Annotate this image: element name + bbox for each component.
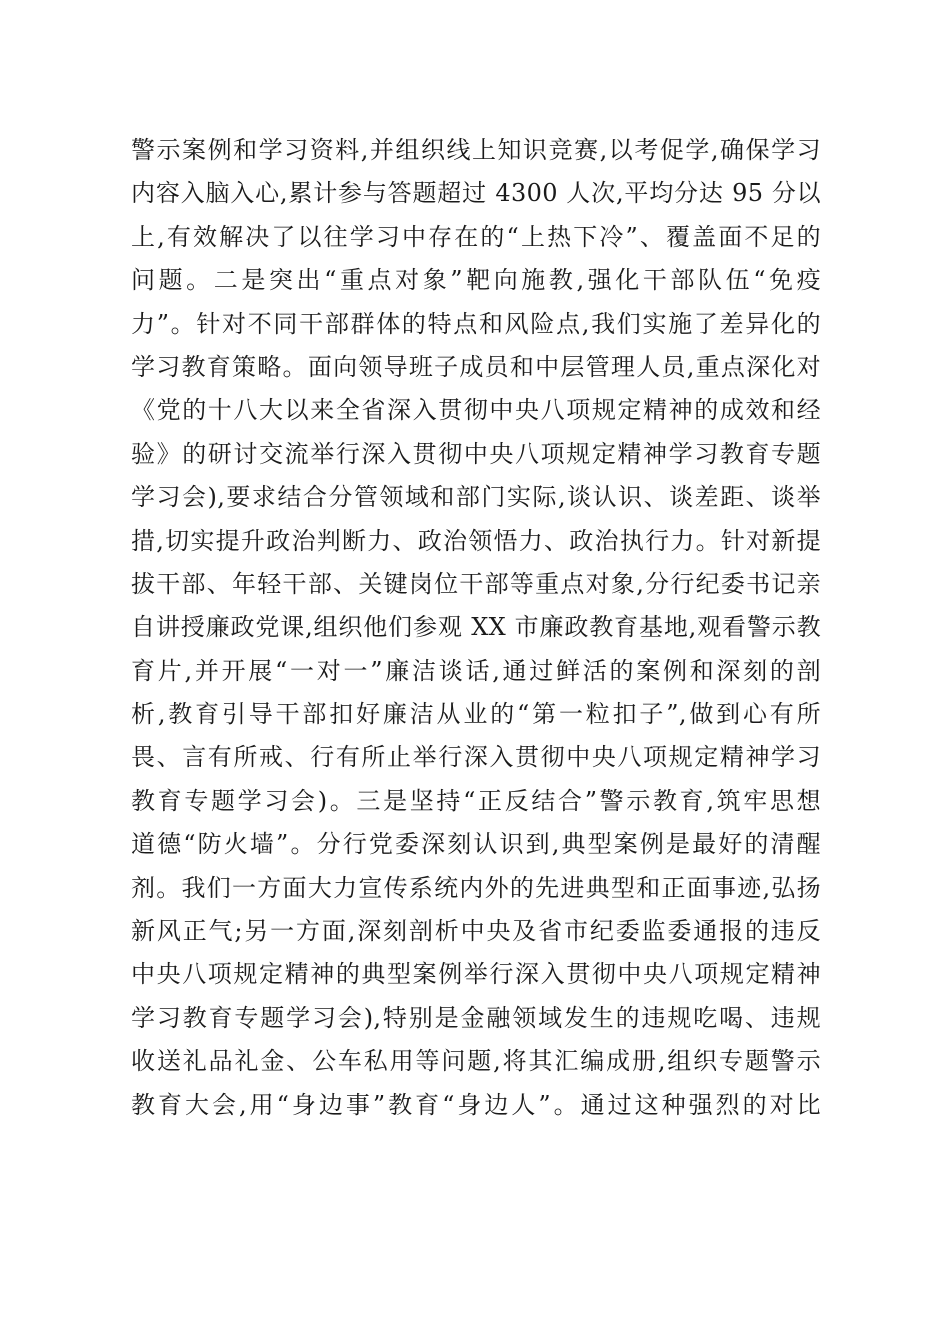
text-line: 内容入脑入心,累计参与答题超过 4300 人次,平均分达 95 分以 xyxy=(131,179,821,208)
text-line: 力”。针对不同干部群体的特点和风险点,我们实施了差异化的 xyxy=(131,309,821,338)
text-line: 教育大会,用“身边事”教育“身边人”。通过这种强烈的对比 xyxy=(131,1090,821,1119)
body-text xyxy=(131,129,821,1127)
text-line: 拔干部、年轻干部、关键岗位干部等重点对象,分行纪委书记亲 xyxy=(131,569,821,598)
text-line: 问题。二是突出“重点对象”靶向施教,强化干部队伍“免疫 xyxy=(131,266,821,295)
text-line: 学习教育策略。面向领导班子成员和中层管理人员,重点深化对 xyxy=(131,352,821,381)
text-line: 育片,并开展“一对一”廉洁谈话,通过鲜活的案例和深刻的剖 xyxy=(131,656,821,685)
text-line: 警示案例和学习资料,并组织线上知识竞赛,以考促学,确保学习 xyxy=(131,136,821,164)
text-line: 学习会),要求结合分管领域和部门实际,谈认识、谈差距、谈举 xyxy=(131,483,821,512)
text-line: 中央八项规定精神的典型案例举行深入贯彻中央八项规定精神 xyxy=(131,960,821,989)
text-line: 验》的研讨交流举行深入贯彻中央八项规定精神学习教育专题 xyxy=(131,439,821,468)
text-line: 措,切实提升政治判断力、政治领悟力、政治执行力。针对新提 xyxy=(131,526,821,555)
text-line: 学习教育专题学习会),特别是金融领域发生的违规吃喝、违规 xyxy=(131,1003,821,1032)
text-line: 剂。我们一方面大力宣传系统内外的先进典型和正面事迹,弘扬 xyxy=(131,873,821,902)
text-line: 畏、言有所戒、行有所止举行深入贯彻中央八项规定精神学习 xyxy=(131,743,821,772)
text-line: 上,有效解决了以往学习中存在的“上热下冷”、覆盖面不足的 xyxy=(131,222,821,251)
text-line: 新风正气;另一方面,深刻剖析中央及省市纪委监委通报的违反 xyxy=(131,917,821,946)
text-line: 道德“防火墙”。分行党委深刻认识到,典型案例是最好的清醒 xyxy=(131,830,821,859)
text-line: 教育专题学习会)。三是坚持“正反结合”警示教育,筑牢思想 xyxy=(131,786,821,815)
text-line: 《党的十八大以来全省深入贯彻中央八项规定精神的成效和经 xyxy=(131,396,821,425)
text-line: 收送礼品礼金、公车私用等问题,将其汇编成册,组织专题警示 xyxy=(131,1047,821,1076)
text-line: 自讲授廉政党课,组织他们参观 XX 市廉政教育基地,观看警示教 xyxy=(131,613,821,642)
text-line: 析,教育引导干部扣好廉洁从业的“第一粒扣子”,做到心有所 xyxy=(131,700,821,729)
